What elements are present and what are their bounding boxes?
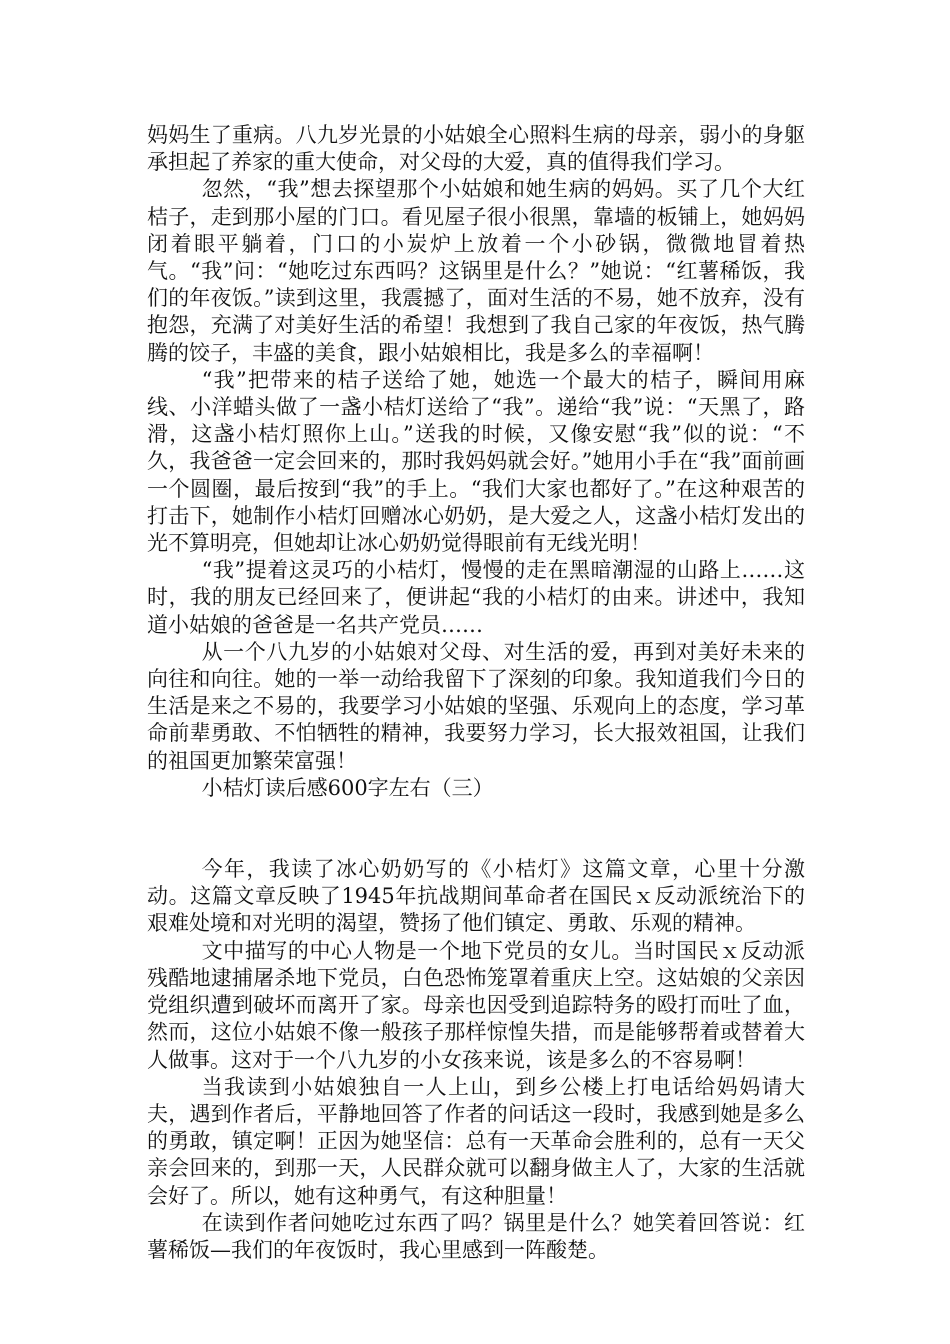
paragraph-9: 在读到作者问她吃过东西了吗？锅里是什么？她笑着回答说：红薯稀饭—我们的年夜饭时，我心里感到一阵酸楚。 xyxy=(147,1210,805,1262)
paragraph-6: 今年，我读了冰心奶奶写的《小桔灯》这篇文章，心里十分激动。这篇文章反映了1945年抗战期间革命者在国民ｘ反动派统治下的艰难处境和对光明的渴望，赞扬了他们镇定、勇敢、乐观的精神。 xyxy=(147,857,805,936)
paragraph-8: 当我读到小姑娘独自一人上山，到乡公楼上打电话给妈妈请大夫，遇到作者后，平静地回答了作者的问话这一段时，我感到她是多么的勇敢，镇定啊！正因为她坚信：总有一天革命会胜利的，总有一天父亲会回来的，到那一天，人民群众就可以翻身做主人了，大家的生活就会好了。所以，她有这种勇气，有这种胆量！ xyxy=(147,1074,805,1208)
paragraph-7: 文中描写的中心人物是一个地下党员的女儿。当时国民ｘ反动派残酷地逮捕屠杀地下党员，白色恐怖笼罩着重庆上空。这姑娘的父亲因党组织遭到破坏而离开了家。母亲也因受到追踪特务的殴打而吐了血，然而，这位小姑娘不像一般孩子那样惊惶失措，而是能够帮着或替着大人做事。这对于一个八九岁的小女孩来说，该是多么的不容易啊！ xyxy=(147,938,805,1072)
section-heading: 小桔灯读后感600字左右（三） xyxy=(201,775,494,800)
paragraph-5: 从一个八九岁的小姑娘对父母、对生活的爱，再到对美好未来的向往和向往。她的一举一动给我留下了深刻的印象。我知道我们今日的生活是来之不易的，我要学习小姑娘的坚强、乐观向上的态度，学习革命前辈勇敢、不怕牺牲的精神，我要努力学习，长大报效祖国，让我们的祖国更加繁荣富强！ xyxy=(147,639,805,773)
paragraph-2: 忽然，“我”想去探望那个小姑娘和她生病的妈妈。买了几个大红桔子，走到那小屋的门口。看见屋子很小很黑，靠墙的板铺上，她妈妈闭着眼平躺着，门口的小炭炉上放着一个小砂锅，微微地冒着热气。“我”问：“她吃过东西吗？这锅里是什么？”她说：“红薯稀饭，我们的年夜饭。”读到这里，我震撼了，面对生活的不易，她不放弃，没有抱怨，充满了对美好生活的希望！我想到了我自己家的年夜饭，热气腾腾的饺子，丰盛的美食，跟小姑娘相比，我是多么的幸福啊！ xyxy=(147,177,805,365)
blank-line xyxy=(147,802,805,856)
document-page xyxy=(147,122,805,1264)
paragraph-1: 妈妈生了重病。八九岁光景的小姑娘全心照料生病的母亲，弱小的身躯承担起了养家的重大使命，对父母的大爱，真的值得我们学习。 xyxy=(147,123,805,175)
paragraph-4: “我”提着这灵巧的小桔灯，慢慢的走在黑暗潮湿的山路上……这时，我的朋友已经回来了，便讲起“我的小桔灯的由来。讲述中，我知道小姑娘的爸爸是一名共产党员…… xyxy=(147,558,805,637)
paragraph-3: “我”把带来的桔子送给了她，她选一个最大的桔子，瞬间用麻线、小洋蜡头做了一盏小桔灯送给了“我”。递给“我”说：“天黑了，路滑，这盏小桔灯照你上山。”送我的时候，又像安慰“我”似的说：“不久，我爸爸一定会回来的，那时我妈妈就会好。”她用小手在“我”面前画一个圆圈，最后按到“我”的手上。“我们大家也都好了。”在这种艰苦的打击下，她制作小桔灯回赠冰心奶奶，是大爱之人，这盏小桔灯发出的光不算明亮，但她却让冰心奶奶觉得眼前有无线光明！ xyxy=(147,367,805,556)
